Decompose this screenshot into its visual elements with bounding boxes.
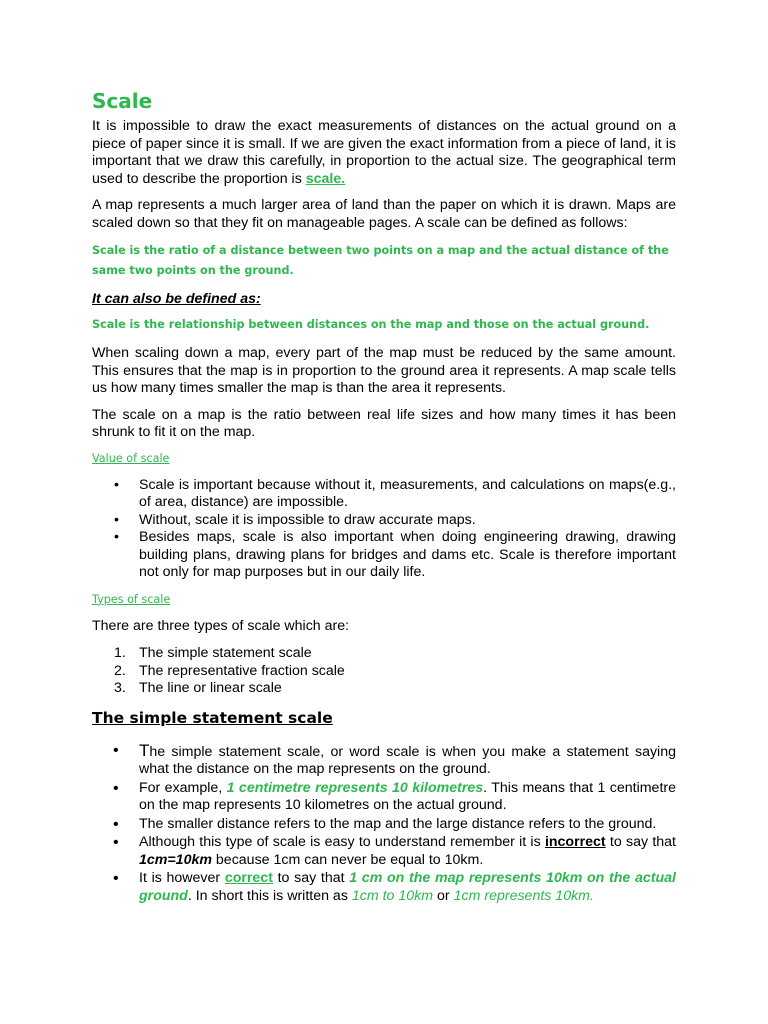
scaling-paragraph: When scaling down a map, every part of the map must be reduced by the same amount. This ensures that the map is in proportion to the ground area it represents. A map scale tells us how many times smaller the map is than the area it represents.: [92, 345, 676, 396]
list-item-text: For example,: [139, 779, 227, 796]
bullet: •: [114, 476, 119, 493]
list-item: [92, 512, 676, 530]
document-page: [92, 88, 676, 906]
bullet: •: [113, 815, 119, 833]
short-form-2: 1cm represents 10km.: [453, 887, 594, 904]
list-number: 1.: [114, 645, 126, 661]
simple-statement-heading: The simple statement scale: [92, 708, 333, 727]
types-of-scale-heading: Types of scale: [92, 592, 171, 606]
list-item-text: Without, scale it is impossible to draw accurate maps.: [139, 511, 476, 528]
list-item: [92, 645, 676, 663]
list-item-text: The simple statement scale: [139, 645, 312, 661]
bullet: •: [113, 834, 119, 851]
list-item-text: Besides maps, scale is also important when doing engineering drawing, drawing building plans, drawing plans for bridges and dams etc. Scale is therefore important not only for map purposes but in our daily life.: [139, 529, 676, 580]
list-number: 2.: [114, 662, 126, 679]
list-item-text: to say that: [605, 834, 676, 850]
list-item: [92, 680, 676, 698]
list-item: [92, 529, 676, 582]
list-item: [92, 780, 676, 815]
incorrect-word: incorrect: [544, 834, 606, 850]
also-defined-heading: It can also be defined as:: [92, 291, 261, 307]
bullet: •: [114, 529, 119, 545]
list-item-text: because 1cm can never be equal to 10km.: [211, 851, 484, 868]
bullet: •: [113, 870, 119, 887]
list-item: [92, 870, 676, 905]
intro-paragraph: [92, 118, 676, 188]
list-item-text: The smaller distance refers to the map and the large distance refers to the ground.: [139, 815, 657, 832]
value-of-scale-heading: Value of scale: [92, 451, 170, 465]
list-item-text: . In short this is written as: [187, 887, 352, 904]
definition-2: Scale is the relationship between distances on the map and those on the actual ground.: [92, 318, 650, 331]
correct-statement: 1 cm on the map represents 10km on the actual ground: [139, 870, 677, 904]
bullet: •: [113, 741, 119, 759]
value-list: [92, 477, 676, 582]
list-item: [92, 742, 676, 779]
list-item: [92, 663, 676, 681]
list-item-text: . This means that 1 centimetre on the map represents 10 kilometres on the actual ground.: [139, 779, 676, 813]
list-item-text: The representative fraction scale: [139, 662, 345, 679]
page-title: Scale: [92, 89, 153, 113]
list-item-text: Although this type of scale is easy to understand remember it is: [139, 834, 545, 850]
map-paragraph: A map represents a much larger area of land than the paper on which it is drawn. Maps are scaled down so that they fit on manageable pages. A scale can be defined as follows:: [92, 197, 676, 231]
bullet: •: [114, 511, 119, 528]
list-item-text: or: [433, 887, 454, 904]
list-item-text: he simple statement scale, or word scale is when you make a statement saying what the distance on the map represents on the ground.: [139, 743, 676, 777]
simple-statement-list: [92, 742, 676, 906]
short-form-1: 1cm to 10km: [351, 887, 434, 904]
bullet: •: [113, 779, 119, 797]
list-item-text: The line or linear scale: [139, 680, 282, 696]
ratio-paragraph: The scale on a map is the ratio between real life sizes and how many times it has been shrunk to fit it on the map.: [92, 406, 676, 440]
list-item: [92, 816, 676, 834]
types-list: [92, 645, 676, 698]
equation-text: 1cm=10km: [139, 851, 212, 868]
types-intro: There are three types of scale which are:: [92, 617, 350, 634]
list-item-text: to say that: [272, 870, 350, 886]
list-item: [92, 477, 676, 512]
correct-word: correct: [224, 870, 273, 886]
scale-term: scale.: [305, 170, 346, 187]
list-item-text: It is however: [139, 870, 225, 886]
list-number: 3.: [114, 680, 126, 696]
intro-text: It is impossible to draw the exact measurements of distances on the actual ground on a piece of paper since it is small. If we are given the exact information from a piece of land, it is important that we draw this carefully, in proportion to the actual size. The geographical term used to describe the proportion is: [92, 118, 676, 187]
list-item: [92, 834, 676, 869]
definition-1: Scale is the ratio of a distance between two points on a map and the actual distance of the same two points on the ground.: [92, 244, 669, 277]
list-item-text: Scale is important because without it, measurements, and calculations on maps(e.g., of area, distance) are impossible.: [139, 476, 676, 510]
example-emphasis: 1 centimetre represents 10 kilometres: [226, 779, 484, 796]
drop-letter: T: [139, 740, 150, 760]
